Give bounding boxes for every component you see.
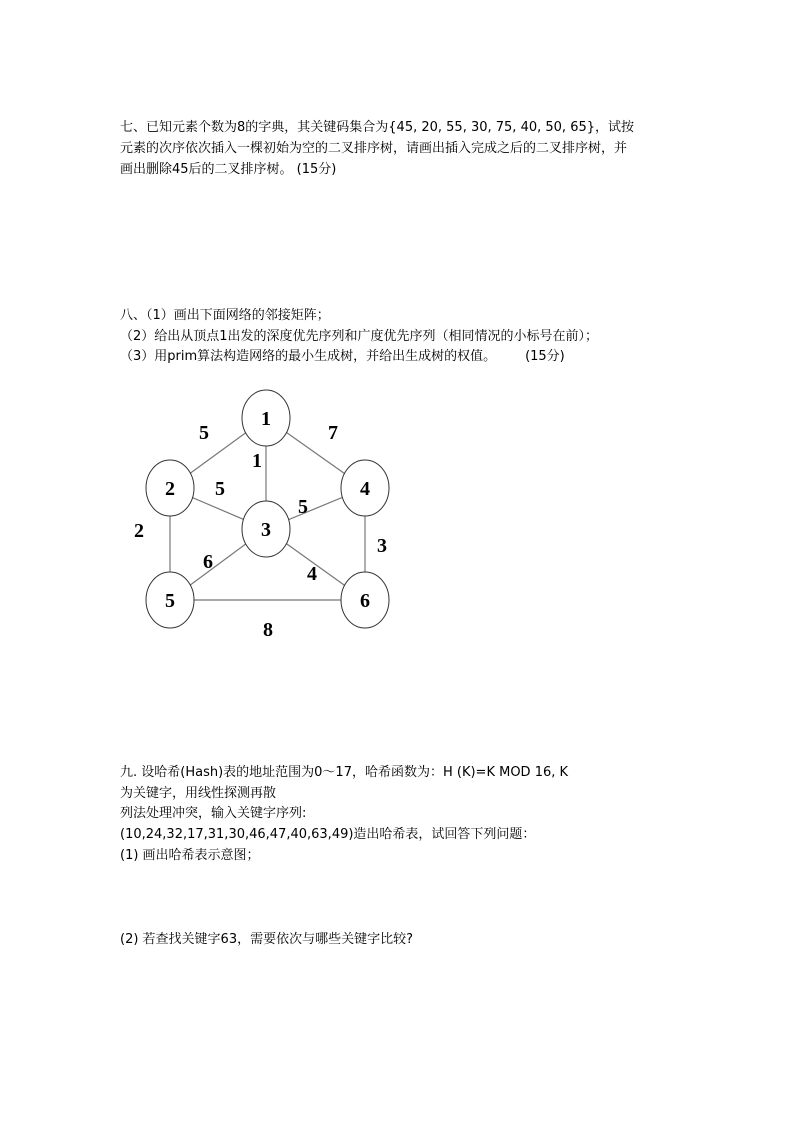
- q9-line: (10,24,32,17,31,30,46,47,40,63,49)造出哈希表，试回答下列问题：: [120, 827, 536, 842]
- edge-weight-label: 8: [263, 619, 273, 641]
- q9-line: (1) 画出哈希表示意图；: [120, 848, 260, 863]
- node-label: 4: [360, 478, 370, 500]
- edge-weight-label: 2: [134, 520, 144, 542]
- node-label: 3: [261, 519, 271, 541]
- edge-weight-label: 5: [298, 496, 308, 518]
- edge-weight-label: 6: [203, 551, 213, 573]
- edge-weight-label: 5: [199, 422, 209, 444]
- q9-line: 为关键字，用线性探测再散: [120, 786, 277, 801]
- q7-line: 元素的次序依次插入一棵初始为空的二叉排序树，请画出插入完成之后的二叉排序树，并: [120, 141, 628, 156]
- q7-line: 画出删除45后的二叉排序树。 (15分): [120, 162, 337, 177]
- edge-weight-label: 5: [215, 478, 225, 500]
- edge-weight-label: 4: [307, 563, 317, 585]
- node-label: 5: [165, 590, 175, 612]
- q7-line: 七、已知元素个数为8的字典，其关键码集合为{45, 20, 55, 30, 75, 40, 50, 65}，试按: [120, 120, 635, 135]
- edge-weight-label: 1: [252, 450, 262, 472]
- q9-line: (2) 若查找关键字63，需要依次与哪些关键字比较?: [120, 932, 413, 947]
- q8-line: 八、（1）画出下面网络的邻接矩阵；: [120, 308, 330, 323]
- node-label: 2: [165, 478, 175, 500]
- q9-line: 列法处理冲突，输入关键字序列:: [120, 806, 307, 821]
- edge-weight-label: 7: [328, 422, 338, 444]
- edge-weight-label: 3: [377, 535, 387, 557]
- node-label: 6: [360, 590, 370, 612]
- node-label: 1: [261, 408, 271, 430]
- q8-line: （3）用prim算法构造网络的最小生成树，并给出生成树的权值。 (15分): [120, 349, 565, 364]
- q9-line: 九. 设哈希(Hash)表的地址范围为0～17，哈希函数为：H (K)=K MOD 16, K: [120, 765, 569, 780]
- q8-line: （2）给出从顶点1出发的深度优先序列和广度优先序列（相同情况的小标号在前）；: [120, 329, 599, 344]
